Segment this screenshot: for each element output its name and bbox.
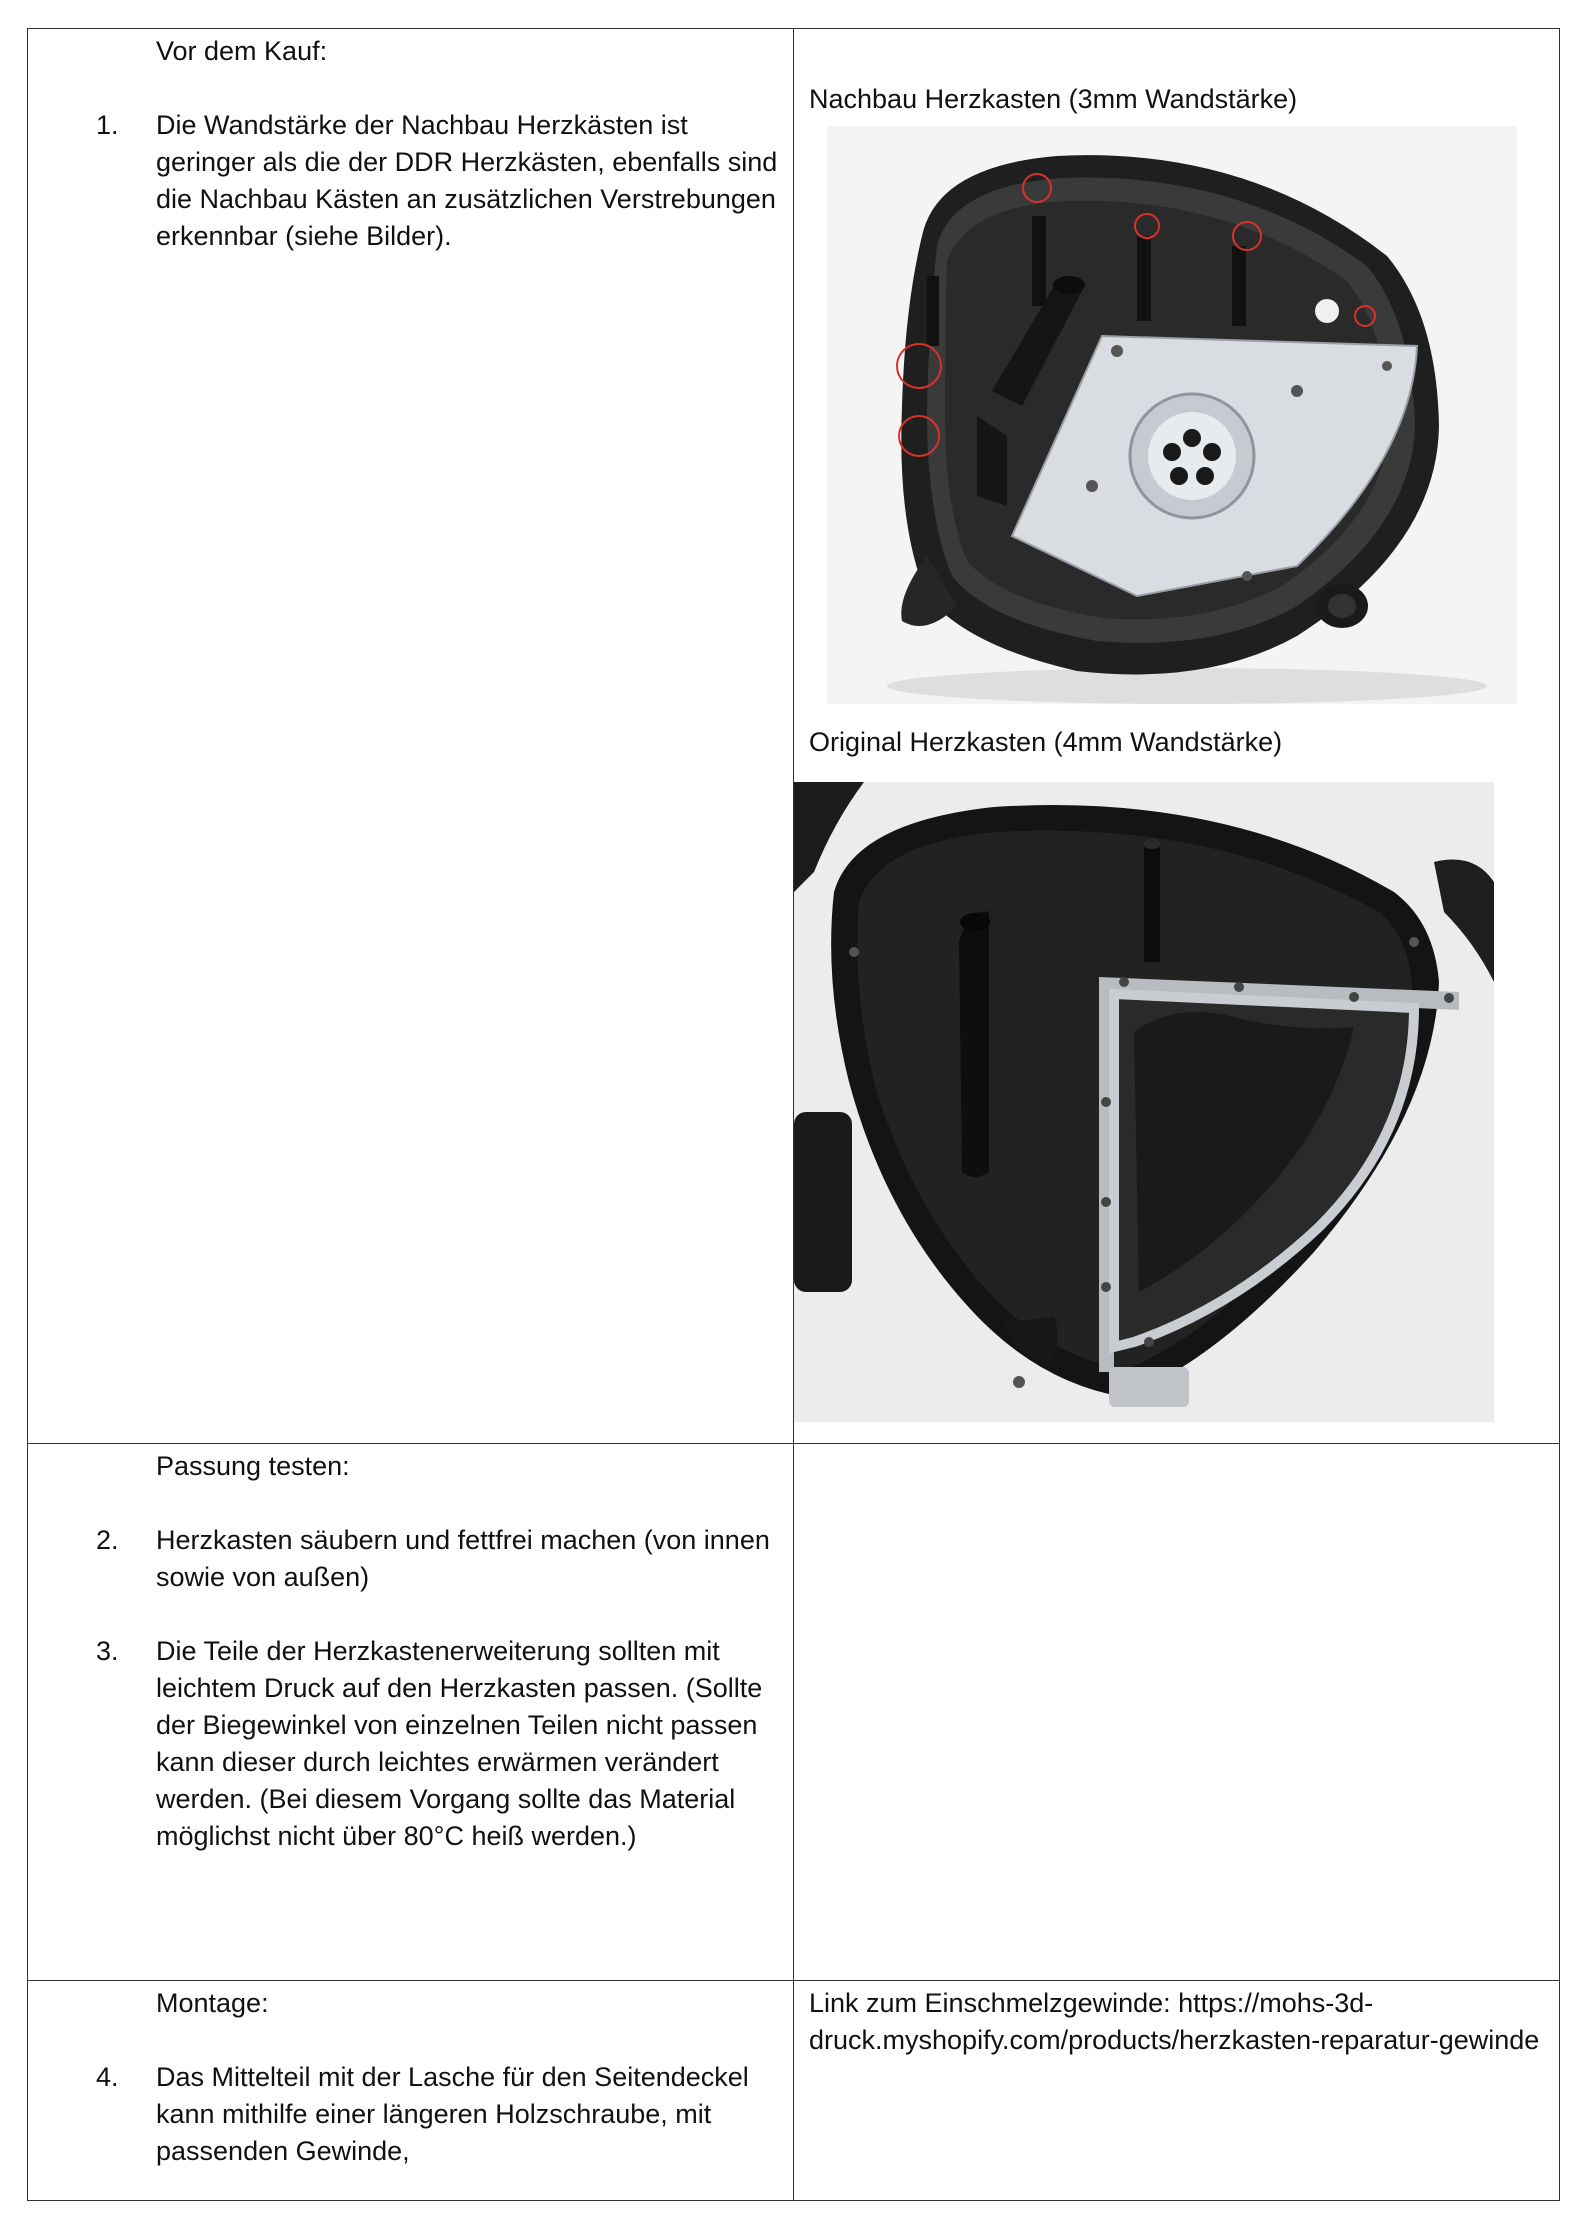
list-item-text: Die Teile der Herzkastenerweiterung sollten mit leichtem Druck auf den Herzkasten passen. (Sollte der Biegewinkel von einzelnen Teilen nicht passen kann dieser durch leichtes erwärmen verändert werden. (Bei diesem Vorgang sollte das Material möglichst nicht über 80°C heiß werden.) — [156, 1636, 763, 1851]
list-item — [28, 1633, 793, 1855]
row1-right-cell — [794, 29, 1560, 1444]
list-item-text: Das Mittelteil mit der Lasche für den Seitendeckel kann mithilfe einer längeren Holzschraube, mit passenden Gewinde, — [156, 2062, 749, 2166]
table-row — [28, 1444, 1560, 1981]
section-heading: Passung testen: — [156, 1451, 350, 1481]
image-caption-original: Original Herzkasten (4mm Wandstärke) — [809, 727, 1283, 757]
list-item-number: 4. — [96, 2062, 119, 2092]
list-item-number: 1. — [96, 110, 119, 140]
photo-replica-heart-box — [827, 126, 1517, 704]
thread-insert-link[interactable]: Link zum Einschmelzgewinde: https://mohs-3d-druck.myshopify.com/products/herzkasten-reparatur-gewinde — [809, 1988, 1540, 2055]
table-row — [28, 29, 1560, 1444]
list-item — [28, 2059, 793, 2170]
row1-left-cell — [28, 29, 794, 1444]
list-item-text: Herzkasten säubern und fettfrei machen (von innen sowie von außen) — [156, 1525, 770, 1592]
list-item-text: Die Wandstärke der Nachbau Herzkästen ist geringer als die der DDR Herzkästen, ebenfalls sind die Nachbau Kästen an zusätzlichen Verstrebungen erkennbar (siehe Bilder). — [156, 110, 778, 251]
table-row — [28, 1981, 1560, 2201]
row2-left-cell — [28, 1444, 794, 1981]
list-item-number: 2. — [96, 1525, 119, 1555]
section-heading: Montage: — [156, 1988, 269, 2018]
instruction-table — [27, 28, 1560, 2201]
section-heading: Vor dem Kauf: — [156, 36, 328, 66]
list-item — [28, 107, 793, 255]
photo-original-heart-box — [794, 782, 1494, 1422]
row2-right-cell — [794, 1444, 1560, 1981]
list-item — [28, 1522, 793, 1596]
list-item-number: 3. — [96, 1636, 119, 1666]
image-caption-replica: Nachbau Herzkasten (3mm Wandstärke) — [809, 84, 1298, 114]
row3-left-cell — [28, 1981, 794, 2201]
row3-right-cell — [794, 1981, 1560, 2201]
